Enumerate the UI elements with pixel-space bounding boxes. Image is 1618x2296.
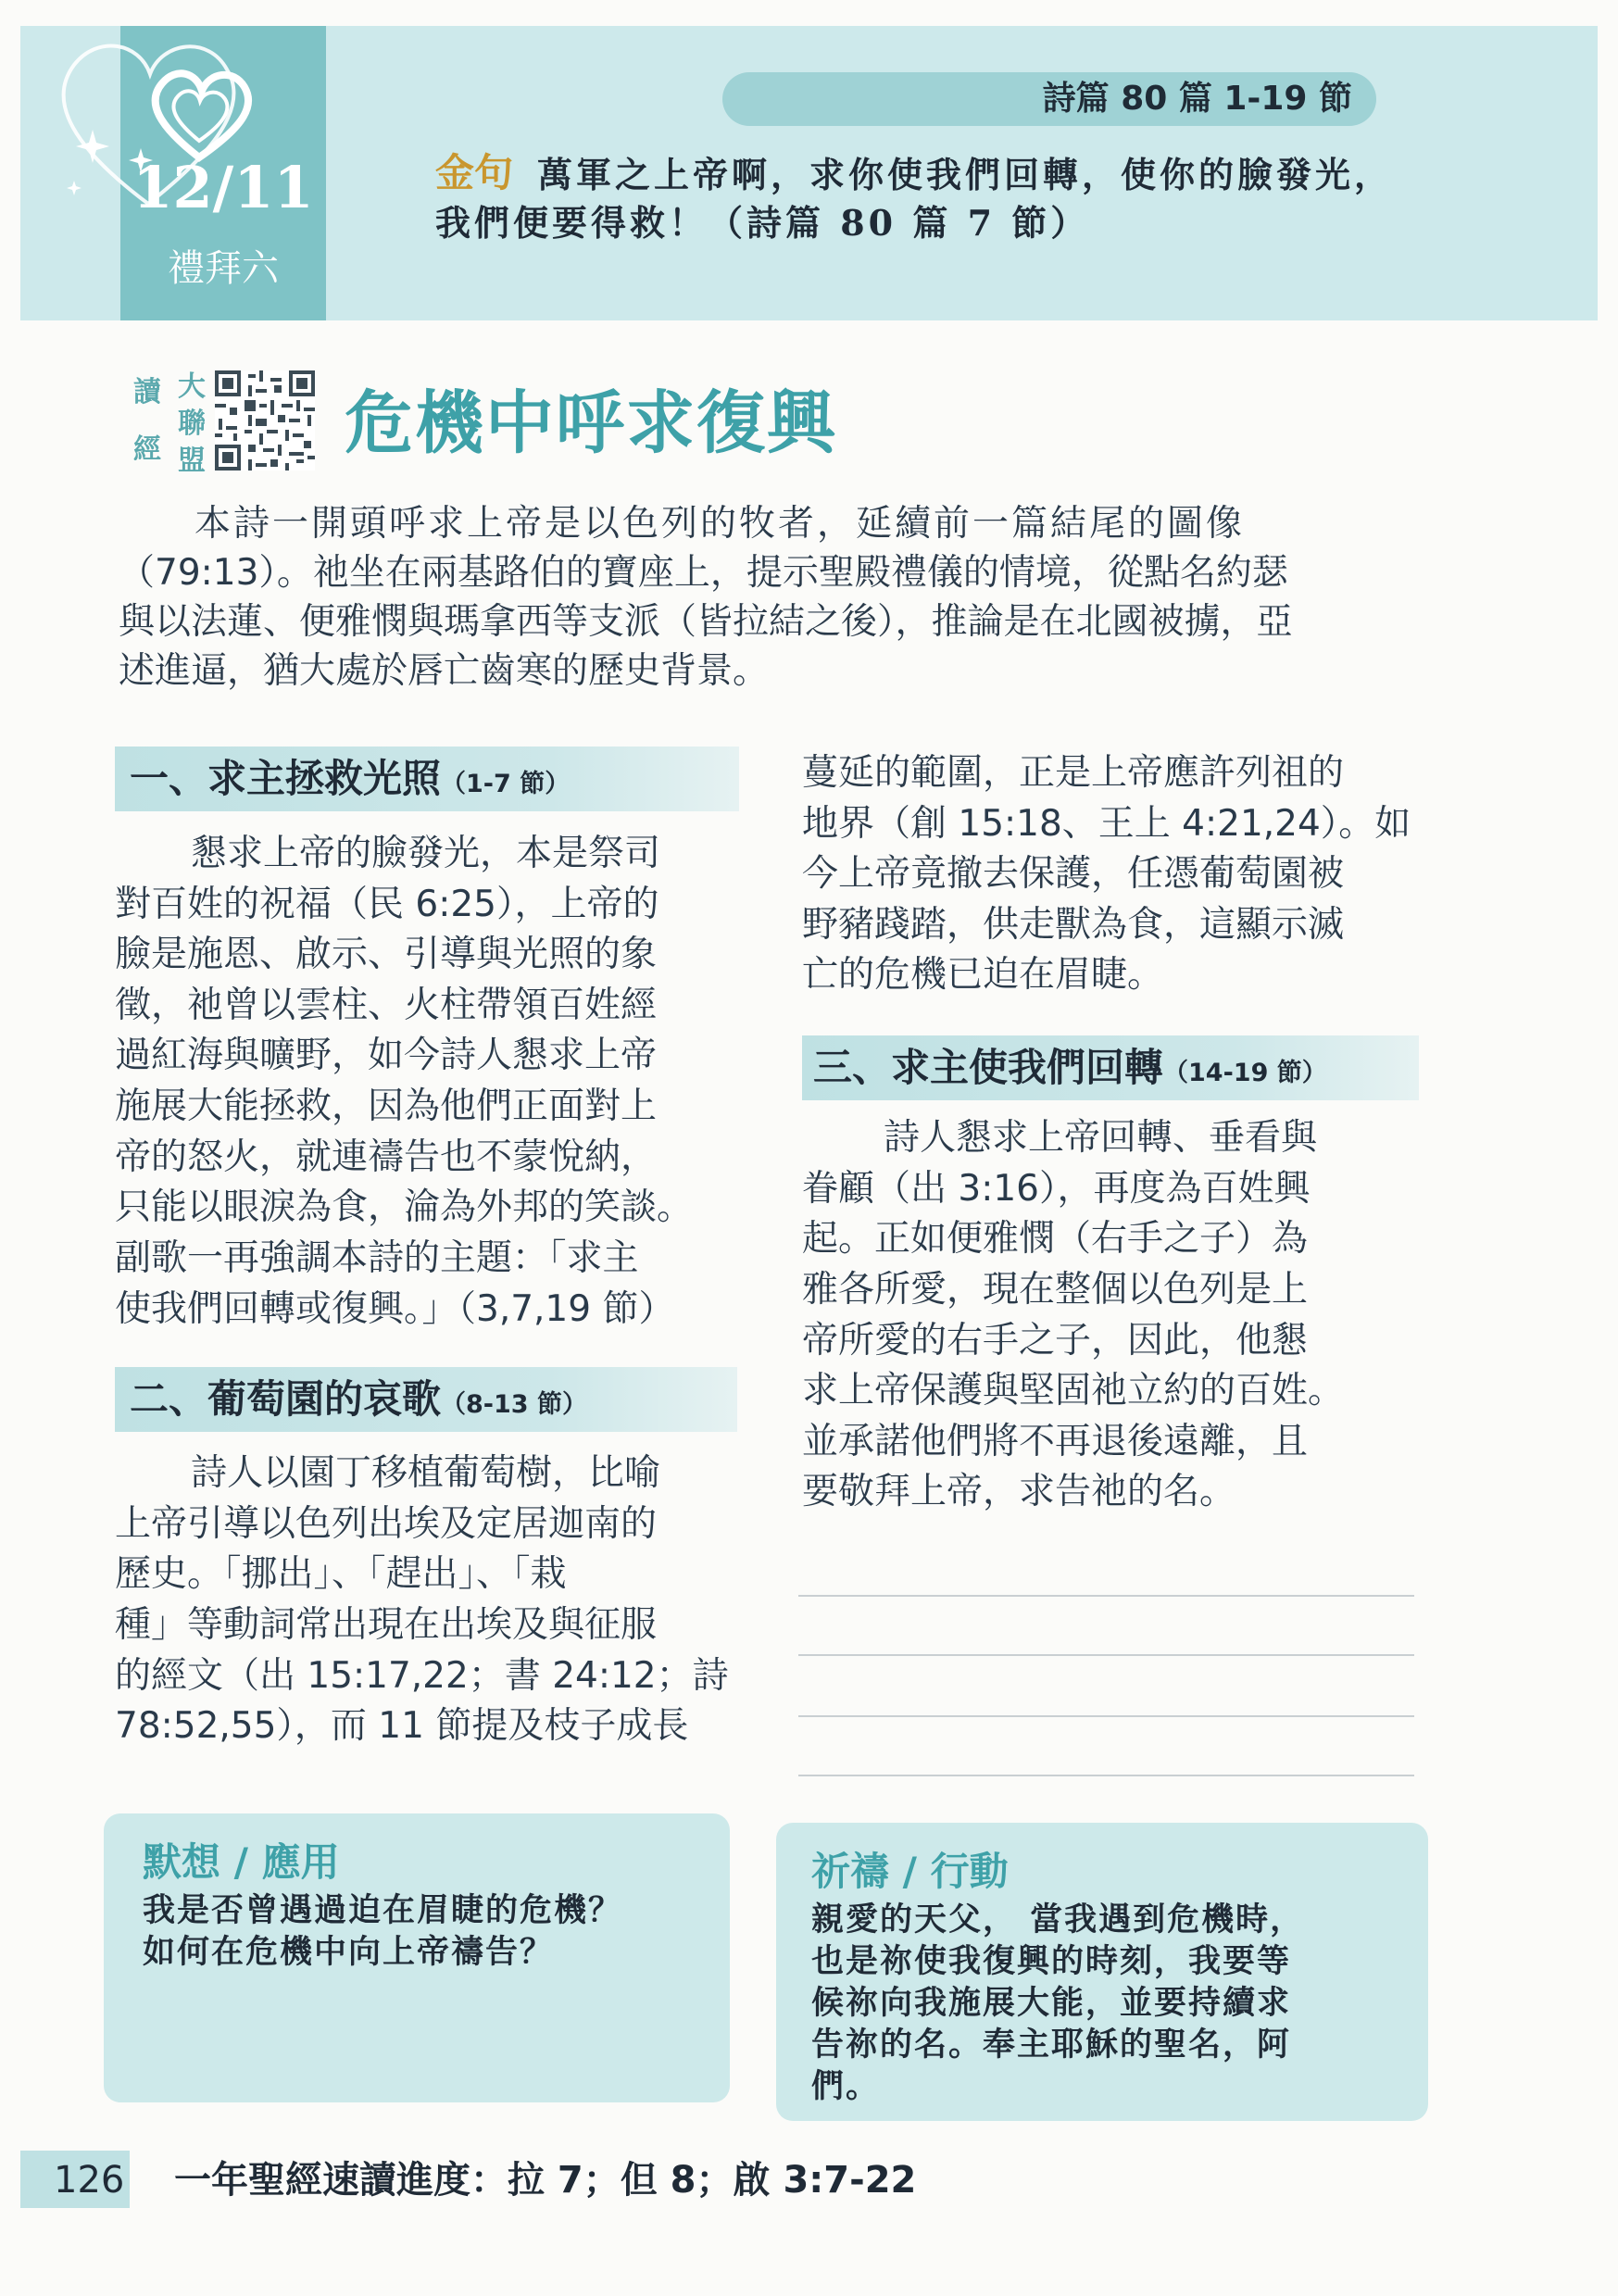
body-line: 亡的危機已迫在眉睫。	[802, 954, 1164, 996]
section-title: 二、葡萄園的哀歌	[130, 1376, 442, 1422]
section-title: 一、求主拯救光照	[130, 756, 442, 801]
prayer-line: 們。	[811, 2067, 881, 2105]
body-line: 要敬拜上帝，求告祂的名。	[802, 1471, 1236, 1512]
section-heading	[813, 1042, 1327, 1099]
body-line: 的經文（出 15:17,22；書 24:12；詩	[115, 1655, 729, 1697]
note-line	[798, 1775, 1414, 1776]
scripture-reference: 詩篇 80 篇 1-19 節	[1042, 80, 1352, 118]
intro-line: （79:13）。祂坐在兩基路伯的寶座上，提示聖殿禮儀的情境，從點名約瑟	[119, 552, 1288, 594]
qr-code-icon	[215, 370, 315, 470]
reading-progress: 一年聖經速讀進度：拉 7；但 8；啟 3:7-22	[174, 2159, 917, 2202]
prayer-line: 候祢向我施展大能，並要持續求	[811, 1984, 1292, 2022]
body-line: 78:52,55），而 11 節提及枝子成長	[115, 1705, 689, 1747]
section-heading	[130, 1374, 587, 1431]
body-line: 對百姓的祝福（民 6:25），上帝的	[115, 884, 659, 925]
intro-line: 本詩一開頭呼求上帝是以色列的牧者，延續前一篇結尾的圖像	[194, 503, 1246, 545]
body-line: 詩人懇求上帝回轉、垂看與	[884, 1117, 1318, 1159]
body-line: 施展大能拯救，因為他們正面對上	[115, 1085, 658, 1127]
date: 12/11	[132, 154, 314, 221]
intro-line: 述進逼，猶大處於唇亡齒寒的歷史背景。	[119, 650, 770, 692]
body-line: 臉是施恩、啟示、引導與光照的象	[115, 934, 658, 975]
note-line	[798, 1715, 1414, 1717]
reflection-line: 如何在危機中向上帝禱告？	[143, 1933, 555, 1971]
body-line: 種」等動詞常出現在出埃及與征服	[115, 1604, 658, 1646]
note-line	[798, 1654, 1414, 1656]
body-line: 過紅海與曠野，如今詩人懇求上帝	[115, 1035, 658, 1076]
prayer-line: 告祢的名。奉主耶穌的聖名，阿	[811, 2026, 1292, 2064]
section-verse-range: （8-13 節）	[441, 1390, 587, 1419]
section-title: 三、求主使我們回轉	[813, 1045, 1164, 1090]
body-line: 眷顧（出 3:16），再度為百姓興	[802, 1168, 1311, 1210]
note-line	[798, 1595, 1414, 1597]
golden-verse-line: 萬軍之上帝啊，求你使我們回轉，使你的臉發光，	[537, 154, 1394, 195]
prayer-title: 祈禱 / 行動	[811, 1849, 1009, 1894]
page-number: 126	[54, 2159, 125, 2202]
reading-alliance-badge-char: 經	[133, 433, 161, 466]
body-line: 野豬踐踏，供走獸為食，這顯示滅	[802, 904, 1345, 946]
body-line: 地界（創 15:18、王上 4:21,24）。如	[802, 803, 1411, 845]
body-line: 懇求上帝的臉發光，本是祭司	[191, 833, 661, 874]
body-line: 帝的怒火，就連禱告也不蒙悅納，	[115, 1136, 658, 1178]
golden-verse-label: 金句	[435, 150, 514, 195]
body-line: 徵，祂曾以雲柱、火柱帶領百姓經	[115, 985, 658, 1026]
reading-alliance-badge-char: 聯	[178, 408, 206, 440]
reading-alliance-badge-char: 讀	[133, 376, 161, 408]
body-line: 並承諾他們將不再退後遠離，且	[802, 1421, 1309, 1462]
section-verse-range: （1-7 節）	[441, 770, 571, 798]
reading-alliance-badge-char: 盟	[178, 445, 206, 477]
body-line: 起。正如便雅憫（右手之子）為	[802, 1218, 1309, 1260]
reflection-title: 默想 / 應用	[143, 1839, 340, 1885]
body-line: 詩人以園丁移植葡萄樹，比喻	[191, 1452, 661, 1494]
weekday: 禮拜六	[168, 247, 279, 290]
intro-line: 與以法蓮、便雅憫與瑪拿西等支派（皆拉結之後），推論是在北國被擄，亞	[119, 601, 1293, 643]
prayer-line: 親愛的天父， 當我遇到危機時，	[811, 1901, 1305, 1938]
section-verse-range: （14-19 節）	[1163, 1059, 1327, 1087]
body-line: 帝所愛的右手之子，因此，他懇	[802, 1320, 1309, 1361]
section-heading	[130, 753, 570, 810]
body-line: 上帝引導以色列出埃及定居迦南的	[115, 1503, 658, 1545]
reading-alliance-badge-char: 大	[178, 370, 206, 403]
golden-verse-line: 我們便要得救！（詩篇 80 篇 7 節）	[435, 202, 1090, 244]
prayer-line: 也是祢使我復興的時刻，我要等	[811, 1942, 1292, 1980]
body-line: 副歌一再強調本詩的主題：「求主	[115, 1237, 639, 1279]
body-line: 使我們回轉或復興。」（3,7,19 節）	[115, 1288, 675, 1330]
body-line: 蔓延的範圍，正是上帝應許列祖的	[802, 752, 1345, 794]
body-line: 求上帝保護與堅固祂立約的百姓。	[802, 1370, 1345, 1411]
body-line: 歷史。「挪出」、「趕出」、「栽	[115, 1553, 567, 1595]
page-title: 危機中呼求復興	[345, 383, 837, 463]
reflection-line: 我是否曾遇過迫在眉睫的危機？	[143, 1891, 623, 1929]
body-line: 只能以眼淚為食，淪為外邦的笑談。	[115, 1186, 694, 1228]
body-line: 雅各所愛，現在整個以色列是上	[802, 1269, 1309, 1311]
body-line: 今上帝竟撤去保護，任憑葡萄園被	[802, 853, 1345, 895]
